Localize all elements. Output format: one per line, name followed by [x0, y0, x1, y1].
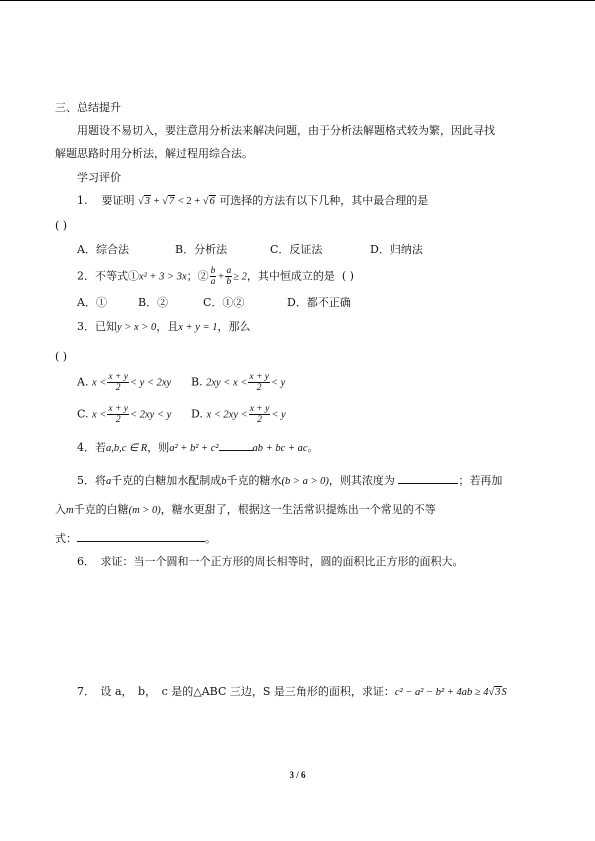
q3-answer-paren: ( ) [55, 350, 68, 363]
q3-text-c: ，那么 [217, 320, 251, 333]
q5-inequality-blank[interactable] [77, 531, 205, 542]
q4-lhs: a² + b² + c² [169, 443, 219, 454]
q2-fraction-a-over-b: $\frac{a}{b}$ [226, 266, 232, 287]
q4-rhs: ab + bc + ac [252, 443, 308, 454]
q4-condition: a,b,c ∈ R [106, 443, 148, 454]
q1-option-a: A．综合法 [77, 243, 129, 256]
q2-option-b: B．② [138, 296, 169, 309]
q4-answer-blank[interactable] [219, 440, 253, 451]
q1-suffix: 可选择的方法有以下几种，其中最合理的是 [219, 194, 429, 207]
q5-concentration-blank[interactable] [398, 473, 458, 484]
q3-option-a: A. x < $\frac{x + y}{2}$ < y < 2xy [77, 372, 172, 393]
question-3 [77, 320, 251, 335]
q3-option-d-label: D. [191, 407, 203, 421]
question-7 [77, 685, 507, 700]
summary-paragraph-line-1: 用题设不易切入，要注意用分析法来解决问题，由于分析法解题格式较为繁，因此寻找 [77, 124, 495, 137]
q2-fraction-b-over-a: $\frac{b}{a}$ [210, 266, 216, 287]
question-5-line-1: 5．将a千克的白糖加水配制成b千克的糖水(b > a > 0)，则其浓度为 ；若再加 [77, 474, 503, 487]
q3-option-c-label: C. [77, 407, 89, 421]
q7-inequality: c² − a² − b² + 4ab ≥ 4√3S [394, 687, 507, 698]
question-5-line-2: 入m千克的白糖(m > 0)，糖水更甜了，根据这一生活常识提炼出一个常见的不等 [55, 503, 436, 516]
q5-text-f: 入 [55, 503, 66, 516]
page-top-rule [0, 0, 595, 1]
q2-text-b: ；② [186, 269, 209, 283]
q5-text-b: 千克的白糖加水配制成 [111, 474, 222, 487]
question-1 [77, 194, 428, 209]
q1-option-d: D．归纳法 [370, 243, 423, 256]
q1-answer-paren: ( ) [55, 219, 68, 232]
q5-text-d: ，则其浓度为 [328, 474, 395, 487]
q1-option-b: B．分析法 [175, 243, 228, 256]
q2-text-a: 2．不等式① [77, 269, 139, 283]
q1-prefix: 要证明 [101, 194, 135, 207]
q2-option-c: C．①② [203, 296, 245, 309]
q4-text-a: 4．若 [77, 441, 106, 454]
q5-condition-2: (m > 0) [128, 505, 161, 516]
q5-text-a: 5．将 [77, 474, 106, 487]
page-number: 3 / 6 [289, 770, 306, 780]
q5-condition-1: (b > a > 0) [281, 476, 329, 487]
q3-text-a: 3．已知 [77, 320, 117, 333]
q3-option-b: B. 2xy < x < $\frac{x + y}{2}$ < y [191, 372, 286, 393]
question-6: 6． 求证：当一个圆和一个正方形的周长相等时，圆的面积比正方形的面积大。 [77, 555, 464, 568]
q1-formula: √3 + √7 < 2 + √6 [138, 196, 215, 207]
q5-text-g: 千克的白糖 [73, 503, 129, 516]
q2-option-d: D．都不正确 [287, 296, 351, 309]
section-heading: 三、总结提升 [55, 101, 121, 114]
q2-inequality-1: x² + 3 > 3x [139, 271, 187, 283]
q3-option-d: D. x < 2xy < $\frac{x + y}{2}$ < y [191, 404, 286, 425]
q5-text-j: 。 [205, 532, 216, 545]
question-5-line-3 [55, 531, 216, 546]
q3-condition-1: y > x > 0 [117, 322, 157, 333]
q3-option-b-label: B. [191, 375, 203, 389]
q7-text: 7． 设 a， b， c 是的△ABC 三边，S 是三角形的面积，求证： [77, 685, 395, 698]
q2-answer-paren: ( ) [341, 269, 354, 283]
q5-text-h: ，糖水更甜了，根据这一生活常识提炼出一个常见的不等 [160, 503, 436, 516]
q1-number: 1. [77, 194, 88, 207]
q4-text-c: 。 [307, 441, 319, 454]
question-2: 2．不等式①x² + 3 > 3x；② $\frac{b}{a}$ + $\frac{a}{b}$ ≥ 2，其中恒成立的是 ( ) [77, 266, 354, 287]
q3-text-b: ，且 [156, 320, 179, 333]
evaluation-heading: 学习评价 [77, 171, 121, 184]
summary-paragraph-line-2: 解题思路时用分析法，解过程用综合法。 [55, 147, 253, 160]
q5-text-c: 千克的糖水 [226, 474, 282, 487]
q2-text-c: ，其中恒成立的是 [246, 269, 335, 283]
q3-condition-2: x + y = 1 [178, 322, 218, 333]
q2-option-a: A．① [77, 296, 107, 309]
q1-option-c: C．反证法 [270, 243, 323, 256]
q3-option-c: C. x < $\frac{x + y}{2}$ < 2xy < y [77, 404, 172, 425]
q5-text-e: ；若再加 [458, 474, 503, 487]
q5-text-i: 式： [55, 532, 77, 545]
q4-text-b: ，则 [147, 441, 170, 454]
q3-option-a-label: A. [77, 375, 89, 389]
question-4 [77, 440, 319, 456]
